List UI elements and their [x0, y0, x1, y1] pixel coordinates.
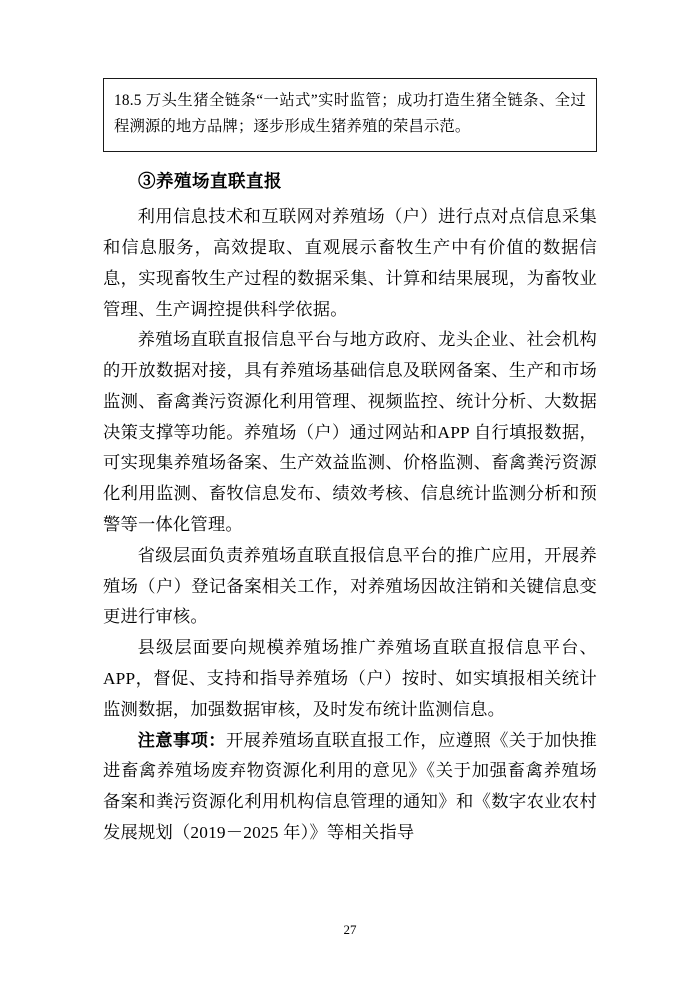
note-label: 注意事项： — [137, 730, 226, 750]
callout-box — [103, 78, 597, 152]
callout-text: 18.5 万头生猪全链条“一站式”实时监管；成功打造生猪全链条、全过程溯源的地方品牌；逐步形成生猪养殖的荣昌示范。 — [114, 92, 586, 136]
body-paragraph-2: 养殖场直联直报信息平台与地方政府、龙头企业、社会机构的开放数据对接，具有养殖场基础信息及联网备案、生产和市场监测、畜禽粪污资源化利用管理、视频监控、统计分析、大数据决策支撑等功能。养殖场（户）通过网站和APP 自行填报数据，可实现集养殖场备案、生产效益监测、价格监测、畜禽粪污资源化利用监测、畜牧信息发布、绩效考核、信息统计监测分析和预警等一体化管理。 — [103, 330, 597, 535]
body-paragraph-3: 省级层面负责养殖场直联直报信息平台的推广应用，开展养殖场（户）登记备案相关工作，对养殖场因故注销和关键信息变更进行审核。 — [103, 545, 597, 627]
section-heading: ③养殖场直联直报 — [138, 170, 282, 191]
page-number: 27 — [343, 922, 357, 937]
note-paragraph — [103, 726, 597, 849]
body-paragraph-4: 县级层面要向规模养殖场推广养殖场直联直报信息平台、APP，督促、支持和指导养殖场（户）按时、如实填报相关统计监测数据，加强数据审核，及时发布统计监测信息。 — [103, 638, 597, 719]
body-paragraph-1: 利用信息技术和互联网对养殖场（户）进行点对点信息采集和信息服务，高效提取、直观展示畜牧生产中有价值的数据信息，实现畜牧生产过程的数据采集、计算和结果展现，为畜牧业管理、生产调控提供科学依据。 — [103, 207, 597, 319]
note-text: 开展养殖场直联直报工作，应遵照《关于加快推进畜禽养殖场废弃物资源化利用的意见》《关于加强畜禽养殖场备案和粪污资源化利用机构信息管理的通知》和《数字农业农村发展规划（2019－2025 年）》等相关指导 — [103, 730, 597, 842]
